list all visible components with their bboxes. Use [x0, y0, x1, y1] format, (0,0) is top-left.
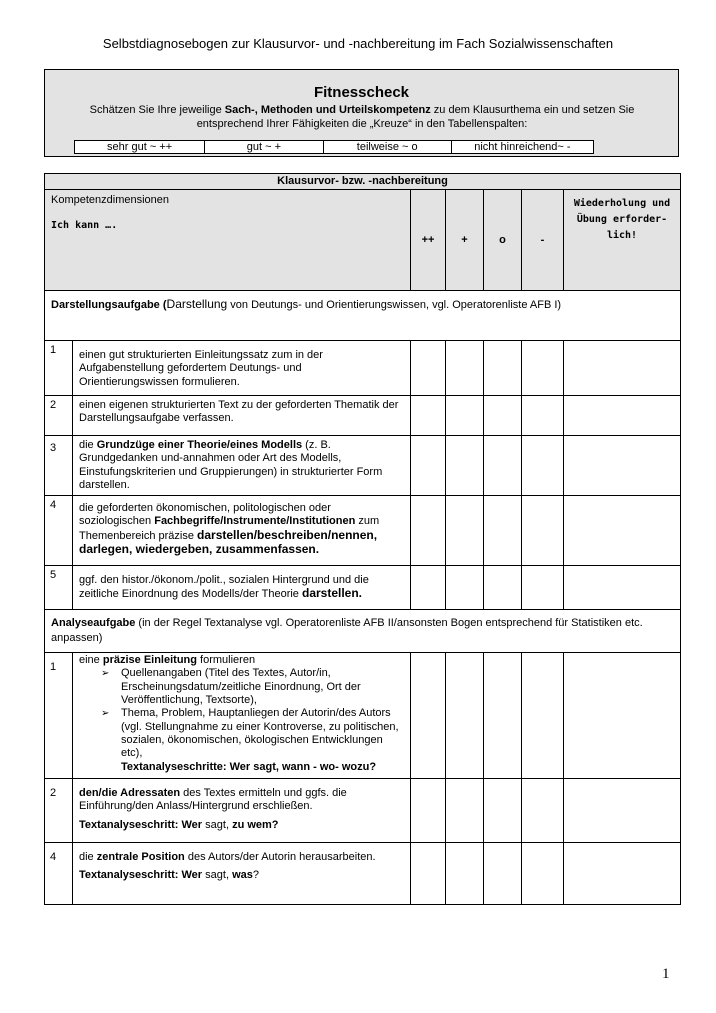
intro-text-c: zu dem Klausurthema ein und setzen Sie entsprechend Ihrer Fähigkeiten die „Kreuze“ in den Tabellenspalten:: [196, 104, 635, 130]
repeat-cell[interactable]: [564, 436, 681, 496]
row-number: 3: [45, 436, 73, 496]
rating-cell[interactable]: [522, 436, 564, 496]
rating-cell[interactable]: [484, 843, 522, 905]
text-part: des Autors/der Autorin herausarbeiten.: [184, 851, 376, 864]
header-competencies: [45, 190, 411, 291]
row-number: 5: [45, 566, 73, 610]
rating-cell[interactable]: [522, 843, 564, 905]
section-analyse: [45, 610, 681, 653]
text-part: sagt,: [202, 869, 233, 882]
intro-text-b: Sach-, Methoden und Urteilskompetenz: [224, 104, 431, 116]
text-part: formulieren: [197, 654, 256, 667]
text-bold: was: [232, 869, 253, 882]
column-header: -: [522, 190, 564, 291]
rating-cell[interactable]: [484, 779, 522, 843]
section-a: Analyseaufgabe: [51, 617, 136, 630]
rating-cell[interactable]: [484, 653, 522, 779]
row-text: [73, 436, 411, 496]
scale-item: teilweise ~ o: [324, 141, 452, 153]
page-header: Selbstdiagnosebogen zur Klausurvor- und -nachbereitung im Fach Sozialwissenschaften: [102, 36, 614, 51]
row-number: 1: [45, 341, 73, 396]
header-label: Kompetenzdimensionen: [51, 194, 170, 206]
table-row: [45, 396, 681, 436]
text-bold: präzise Einleitung: [102, 654, 197, 667]
repeat-cell[interactable]: [564, 396, 681, 436]
intro-text-a: Schätzen Sie Ihre jeweilige: [89, 104, 225, 116]
rating-cell[interactable]: [446, 566, 484, 610]
intro-text: [55, 103, 669, 131]
rating-cell[interactable]: [446, 341, 484, 396]
text-part: zum Themenbereich präzise: [79, 515, 380, 542]
rating-cell[interactable]: [522, 341, 564, 396]
text-part: die: [79, 439, 97, 451]
row-number: 2: [45, 396, 73, 436]
rating-cell[interactable]: [484, 496, 522, 566]
section-darstellung: [45, 291, 681, 341]
table-title: Klausurvor- bzw. -nachbereitung: [45, 174, 681, 190]
text-bold: Fachbegriffe/Instrumente/Institutionen: [154, 515, 356, 528]
rating-cell[interactable]: [522, 653, 564, 779]
text-bold: zentrale Position: [96, 851, 185, 864]
rating-cell[interactable]: [484, 396, 522, 436]
text-part: des Textes ermitteln und ggfs. die Einführung/den Anlass/Hintergrund erschließen.: [79, 787, 347, 813]
text-part: die: [79, 851, 97, 864]
rating-cell[interactable]: [446, 779, 484, 843]
rating-cell[interactable]: [411, 843, 446, 905]
rating-cell[interactable]: [411, 436, 446, 496]
text-bold: darstellen.: [301, 586, 363, 601]
row-number: 1: [45, 653, 73, 779]
rating-cell[interactable]: [446, 653, 484, 779]
repeat-cell[interactable]: [564, 779, 681, 843]
row-number: 2: [45, 779, 73, 843]
row-text: [73, 843, 411, 905]
text-bold: Textanalyseschritt: Wer: [79, 818, 203, 831]
text-part: sagt,: [202, 818, 233, 831]
scale-item: sehr gut ~ ++: [75, 141, 205, 153]
repeat-cell[interactable]: [564, 341, 681, 396]
table-row: [45, 779, 681, 843]
text-part: ?: [252, 869, 259, 882]
rating-cell[interactable]: [484, 341, 522, 396]
page-number: 1: [662, 966, 670, 982]
row-number: 4: [45, 496, 73, 566]
text-part: eine: [79, 654, 103, 667]
column-header: o: [484, 190, 522, 291]
row-text: [73, 779, 411, 843]
assessment-table: [44, 173, 681, 905]
section-row: [45, 291, 681, 341]
rating-cell[interactable]: [522, 396, 564, 436]
list-item-text: Thema, Problem, Hauptanliegen der Autorin/des Autors (vgl. Stellungnahme zu einer Kontroverse, zu politischen, sozialen, ökonomischen, ökologischen Entwicklungen etc),: [121, 707, 399, 760]
rating-cell[interactable]: [446, 396, 484, 436]
row-number: 4: [45, 843, 73, 905]
section-a: Darstellungsaufgabe (: [51, 299, 167, 311]
list-item: ➢ Quellenangaben (Titel des Textes, Autor/in, Erscheinungsdatum/zeitliche Einordnung, Ort der Veröffentlichung, Textsorte),: [101, 667, 404, 707]
row-text: einen eigenen strukturierten Text zu der geforderten Thematik der Darstellungsaufgabe verfassen.: [73, 396, 411, 436]
scale-item: nicht hinreichend~ -: [474, 141, 571, 153]
rating-cell[interactable]: [522, 779, 564, 843]
rating-cell[interactable]: [446, 436, 484, 496]
table-title-row: [45, 174, 681, 190]
rating-cell[interactable]: [522, 496, 564, 566]
rating-cell[interactable]: [411, 566, 446, 610]
rating-cell[interactable]: [411, 779, 446, 843]
table-row: [45, 496, 681, 566]
rating-cell[interactable]: [446, 496, 484, 566]
column-header: ++: [411, 190, 446, 291]
rating-cell[interactable]: [411, 396, 446, 436]
text-part: die geforderten ökonomischen, politologischen oder soziologischen: [79, 502, 331, 528]
row-text: einen gut strukturierten Einleitungssatz zum in der Aufgabenstellung gefordertem Deutungs- und Orientierungswissen formulieren.: [73, 341, 411, 396]
text-bold: Textanalyseschritt: Wer: [79, 869, 203, 882]
rating-cell[interactable]: [446, 843, 484, 905]
column-header-repeat: Wiederholung und Übung erforder-lich!: [564, 190, 681, 291]
bullet-list: [79, 667, 404, 773]
text-part: (z. B. Grundgedanken und-annahmen oder Art des Modells, Einstufungskriterien und Gruppierungen) in strukturierter Form darstellen.: [79, 439, 383, 491]
text-bold: darstellen/beschreiben/nennen, darlegen, wiedergeben, zusammenfassen.: [79, 527, 378, 557]
section-c: von Deutungs- und Orientierungswissen, vgl. Operatorenliste AFB I): [227, 299, 562, 311]
repeat-cell[interactable]: [564, 653, 681, 779]
row-text: [73, 566, 411, 610]
rating-cell[interactable]: [411, 653, 446, 779]
repeat-cell[interactable]: [564, 496, 681, 566]
row-text: [73, 653, 411, 779]
text-part: ggf. den histor./ökonom./polit., sozialen Hintergrund und die zeitliche Einordnung des Modells/der Theorie: [79, 574, 369, 601]
section-b: (in der Regel Textanalyse vgl. Operatorenliste AFB II/ansonsten Bogen entsprechend für Statistiken etc. anpassen): [51, 617, 643, 645]
intro-box: [44, 69, 679, 157]
intro-title: Fitnesscheck: [313, 84, 410, 101]
repeat-cell[interactable]: [564, 566, 681, 610]
scale-item: gut ~ +: [205, 141, 323, 153]
column-header: +: [446, 190, 484, 291]
rating-scale: [74, 140, 594, 154]
rating-cell[interactable]: [484, 566, 522, 610]
table-row: [45, 653, 681, 779]
analysis-step: Textanalyseschritte: Wer sagt, wann - wo- wozu?: [121, 760, 377, 773]
text-bold: zu wem?: [232, 818, 279, 831]
text-bold: den/die Adressaten: [79, 787, 181, 800]
row-text: [73, 496, 411, 566]
table-row: [45, 566, 681, 610]
rating-cell[interactable]: [411, 496, 446, 566]
rating-cell[interactable]: [484, 436, 522, 496]
section-b: Darstellung: [166, 297, 228, 311]
table-header-row: [45, 190, 681, 291]
list-item: [101, 707, 404, 773]
header-ich: Ich kann ….: [51, 220, 118, 231]
text-bold: Grundzüge einer Theorie/eines Modells: [96, 439, 303, 451]
rating-cell[interactable]: [522, 566, 564, 610]
rating-cell[interactable]: [411, 341, 446, 396]
table-row: [45, 436, 681, 496]
repeat-cell[interactable]: [564, 843, 681, 905]
section-row: [45, 610, 681, 653]
table-row: [45, 843, 681, 905]
table-row: [45, 341, 681, 396]
